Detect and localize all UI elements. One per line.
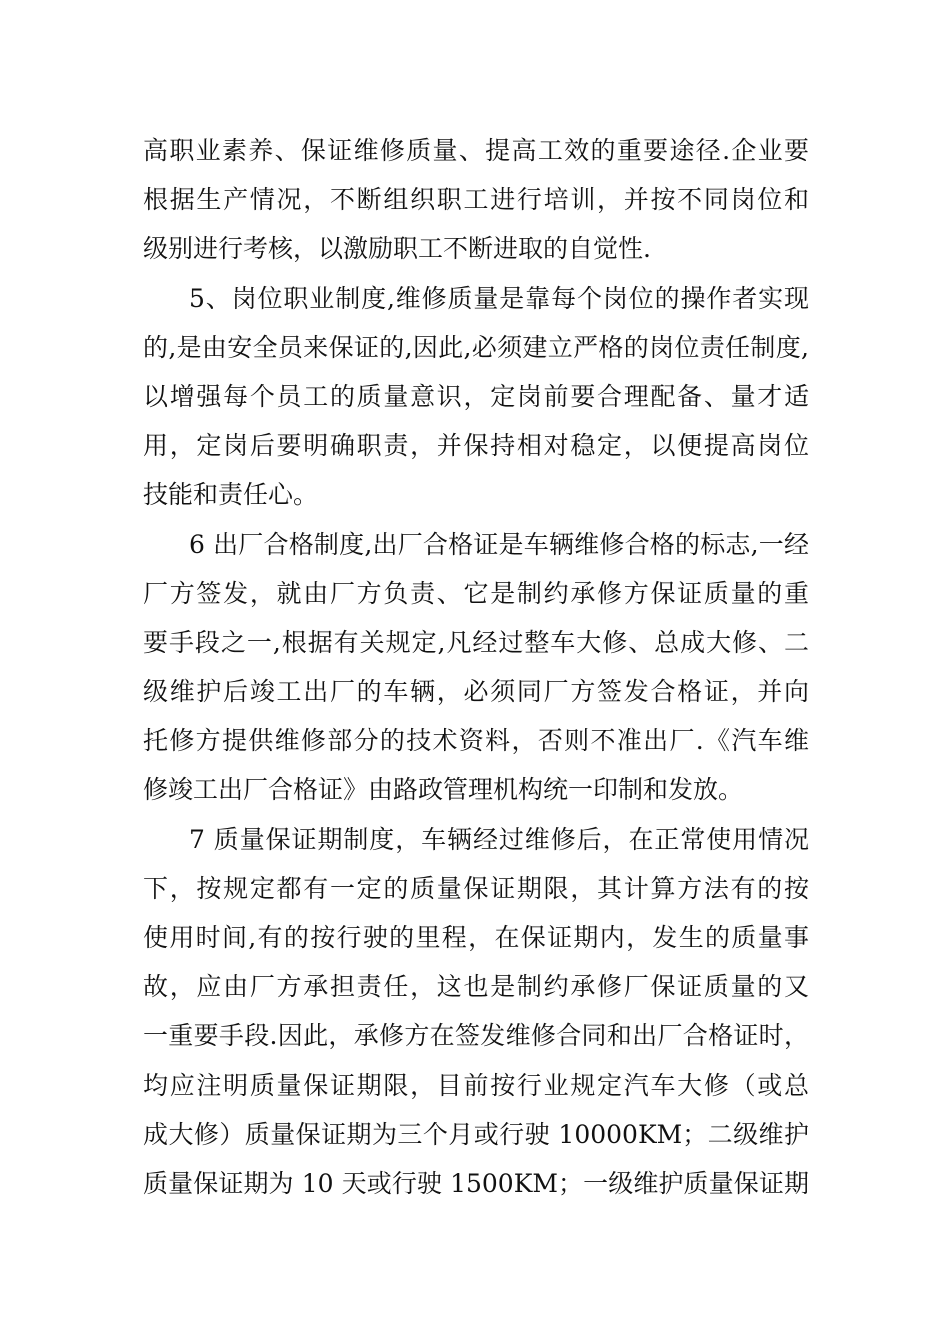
text-line: 的,是由安全员来保证的,因此,必须建立严格的岗位责任制度, xyxy=(143,332,809,362)
body-text xyxy=(143,126,809,1208)
paragraph-6-heading-line: 6 出厂合格制度,出厂合格证是车辆维修合格的标志,一经 xyxy=(189,529,809,559)
text-line: 使用时间,有的按行驶的里程，在保证期内，发生的质量事 xyxy=(143,923,809,952)
text-line: 一重要手段.因此，承修方在签发维修合同和出厂合格证时， xyxy=(143,1021,809,1051)
text-line: 技能和责任心。 xyxy=(143,480,319,510)
text-line: 质量保证期为 10 天或行驶 1500KM；一级维护质量保证期 xyxy=(143,1168,809,1198)
text-line: 级维护后竣工出厂的车辆，必须同厂方签发合格证，并向 xyxy=(143,677,809,707)
paragraph-5-heading-line: 5、岗位职业制度,维修质量是靠每个岗位的操作者实现 xyxy=(189,283,809,313)
text-line: 托修方提供维修部分的技术资料，否则不准出厂.《汽车维 xyxy=(143,726,809,756)
text-line: 级别进行考核，以激励职工不断进取的自觉性. xyxy=(143,234,651,264)
paragraph-7-heading-line: 7 质量保证期制度，车辆经过维修后，在正常使用情况 xyxy=(189,824,809,854)
text-line: 下，按规定都有一定的质量保证期限，其计算方法有的按 xyxy=(143,873,809,903)
text-line: 用，定岗后要明确职责，并保持相对稳定，以便提高岗位 xyxy=(143,431,809,461)
text-line: 均应注明质量保证期限，目前按行业规定汽车大修（或总 xyxy=(143,1070,809,1100)
text-line: 修竣工出厂合格证》由路政管理机构统一印制和发放。 xyxy=(143,775,744,805)
text-line: 以增强每个员工的质量意识，定岗前要合理配备、量才适 xyxy=(143,381,809,411)
text-line: 要手段之一,根据有关规定,凡经过整车大修、总成大修、二 xyxy=(143,627,809,657)
text-line: 高职业素养、保证维修质量、提高工效的重要途径.企业要 xyxy=(143,136,809,165)
text-line: 厂方签发，就由厂方负责、它是制约承修方保证质量的重 xyxy=(143,578,809,608)
text-line: 故，应由厂方承担责任，这也是制约承修厂保证质量的又 xyxy=(143,972,809,1002)
text-line: 根据生产情况，不断组织职工进行培训，并按不同岗位和 xyxy=(143,185,809,215)
text-line: 成大修）质量保证期为三个月或行驶 10000KM；二级维护 xyxy=(143,1119,809,1149)
